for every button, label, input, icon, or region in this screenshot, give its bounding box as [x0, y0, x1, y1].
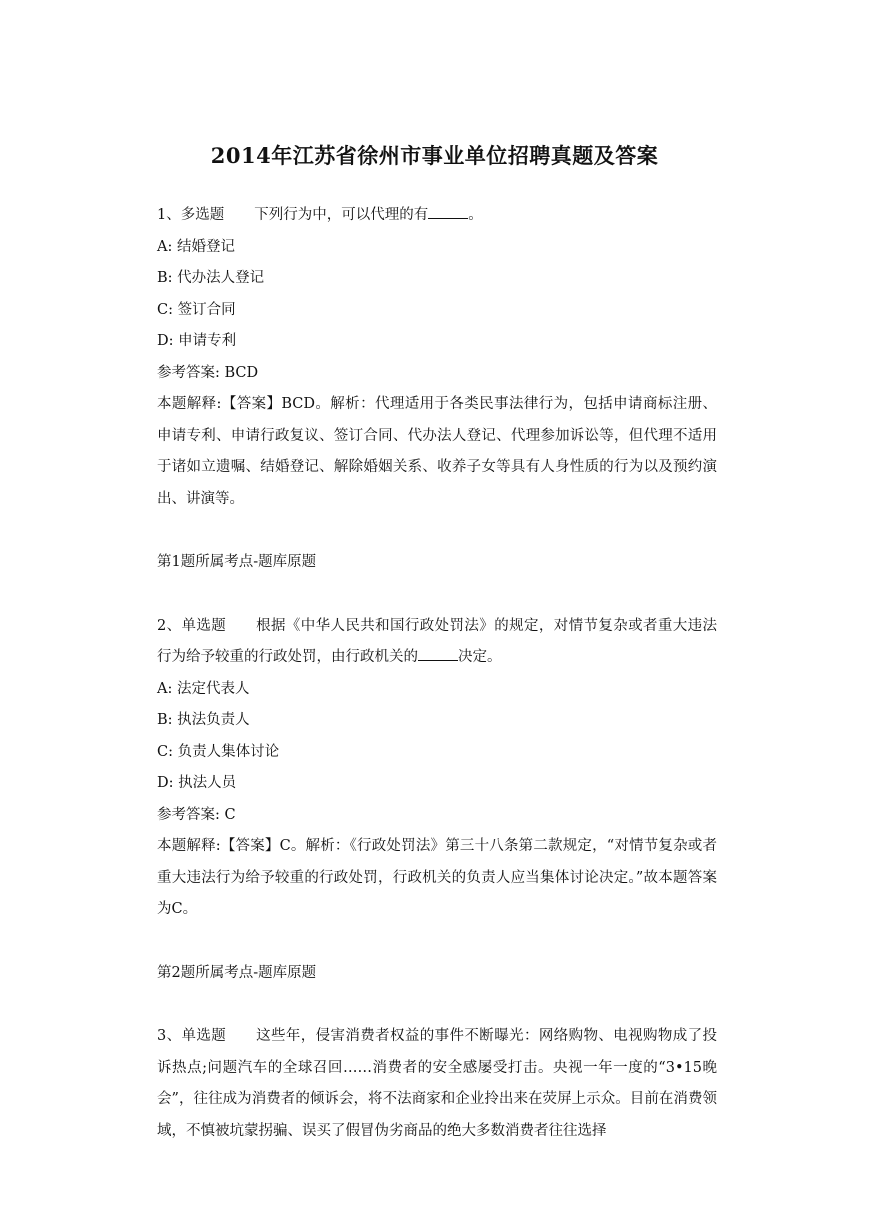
question-2-point: 第2题所属考点-题库原题: [157, 964, 317, 981]
answer-blank: [418, 646, 458, 661]
question-1-stem: [157, 200, 717, 232]
question-1-answer: 参考答案: BCD: [157, 364, 259, 381]
answer-blank: [428, 204, 468, 219]
question-1-type: 1、多选题: [157, 207, 225, 223]
question-2-option-b: B: 执法负责人: [157, 712, 250, 728]
page-title: 2014年江苏省徐州市事业单位招聘真题及答案: [210, 143, 659, 168]
question-2-stem: [157, 611, 717, 674]
question-1-option-a: A: 结婚登记: [157, 238, 235, 255]
question-2-type: 2、单选题: [157, 617, 227, 634]
question-1-option-d: D: 申请专利: [157, 333, 237, 349]
question-2-explanation: 本题解释:【答案】C。解析：《行政处罚法》第三十八条第二款规定，“对情节复杂或者重大违法行为给予较重的行政处罚，行政机关的负责人应当集体讨论决定。”故本题答案为C。: [157, 838, 717, 917]
question-2-option-a: A: 法定代表人: [157, 680, 250, 697]
question-3-text: 这些年，侵害消费者权益的事件不断曝光：网络购物、电视购物成了投诉热点;问题汽车的全球召回……消费者的安全感屡受打击。央视一年一度的“3•15晚会”，往往成为消费者的倾诉会，将不法商家和企业拎出来在荧屏上示众。目前在消费领域，不慎被坑蒙拐骗、误买了假冒伪劣商品的绝大多数消费者往往选择: [157, 1028, 717, 1139]
question-3-type: 3、单选题: [157, 1028, 227, 1044]
question-1-text-end: 。: [468, 207, 483, 223]
question-2-option-d: D: 执法人员: [157, 775, 237, 791]
question-2-text-end: 决定。: [458, 649, 502, 665]
question-1-option-b: B: 代办法人登记: [157, 270, 265, 286]
question-2-text: 根据《中华人民共和国行政处罚法》的规定，对情节复杂或者重大违法行为给予较重的行政处罚，由行政机关的: [157, 617, 717, 665]
question-1-option-c: C: 签订合同: [157, 301, 236, 318]
question-2-answer: 参考答案: C: [157, 806, 236, 823]
question-1-point: 第1题所属考点-题库原题: [157, 554, 317, 570]
question-1-explanation: 本题解释:【答案】BCD。解析：代理适用于各类民事法律行为，包括申请商标注册、申请专利、申请行政复议、签订合同、代办法人登记、代理参加诉讼等，但代理不适用于诸如立遗嘱、结婚登记、解除婚姻关系、收养子女等具有人身性质的行为以及预约演出、讲演等。: [157, 396, 717, 507]
question-3-stem: [157, 1021, 717, 1147]
question-2-option-c: C: 负责人集体讨论: [157, 743, 280, 760]
question-1-text: 下列行为中，可以代理的有: [254, 207, 429, 223]
document-body: [157, 200, 717, 1147]
